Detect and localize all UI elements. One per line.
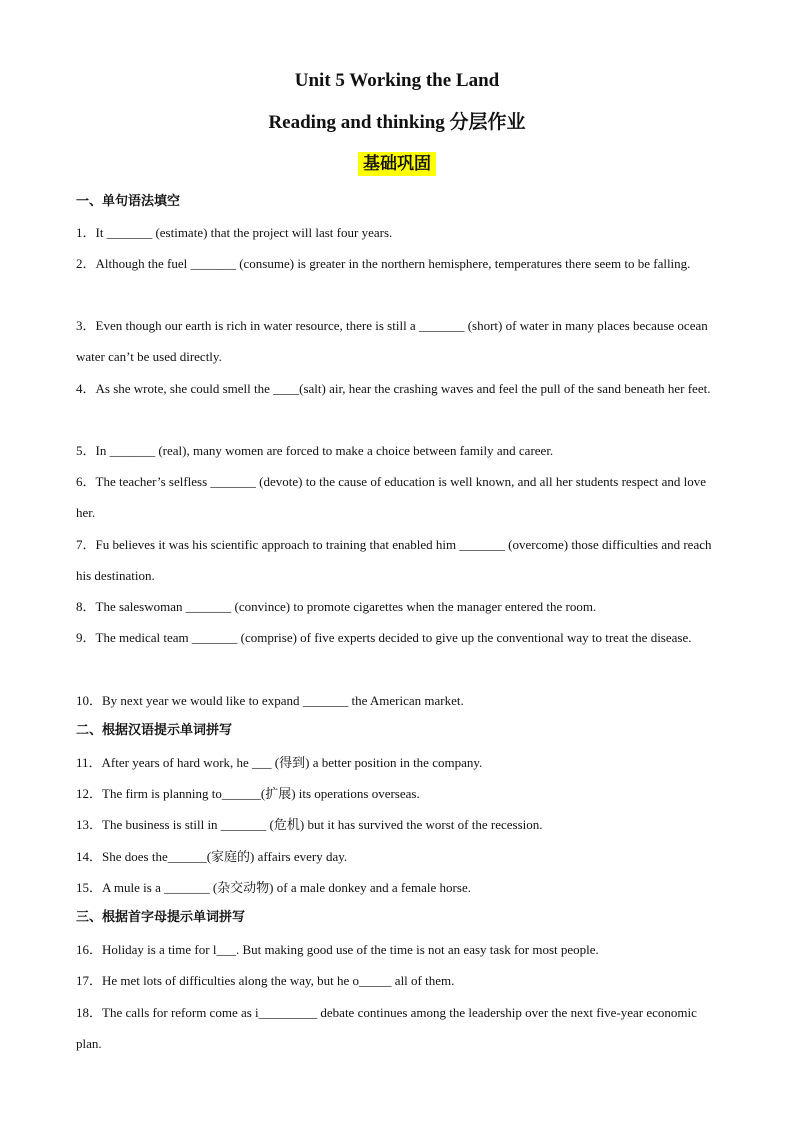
level-badge: 基础巩固 [358,152,436,176]
question-item: 3．Even though our earth is rich in water resource, there is still a _______ (short) of water in many places because ocean water can’t be used directly. [76,318,708,364]
question-item: 8．The saleswoman _______ (convince) to promote cigarettes when the manager entered the room. [76,599,597,614]
question-item: 1．It _______ (estimate) that the project will last four years. [76,225,393,240]
question-item: 17．He met lots of difficulties along the way, but he o_____ all of them. [76,973,455,988]
section-heading-initial-letter: 三、根据首字母提示单词拼写 [76,910,246,925]
question-item: 12．The firm is planning to______(扩展) its operations overseas. [76,786,420,801]
page-title: Unit 5 Working the Land [294,70,500,91]
question-item: 6．The teacher’s selfless _______ (devote) to the cause of education is well known, and all her students respect and love her. [76,474,707,520]
question-item: 5．In _______ (real), many women are forced to make a choice between family and career. [76,443,554,458]
question-item: 15．A mule is a _______ (杂交动物) of a male donkey and a female horse. [76,880,471,895]
question-item: 16．Holiday is a time for l___. But making good use of the time is not an easy task for most people. [76,942,599,957]
question-item: 14．She does the______(家庭的) affairs every day. [76,849,348,864]
section-heading-chinese-hint: 二、根据汉语提示单词拼写 [76,723,233,738]
question-item: 4．As she wrote, she could smell the ____(salt) air, hear the crashing waves and feel the pull of the sand beneath her feet. [76,381,711,396]
question-item: 9．The medical team _______ (comprise) of five experts decided to give up the conventional way to treat the disease. [76,630,692,645]
page-subtitle: Reading and thinking 分层作业 [268,112,526,133]
question-item: 13．The business is still in _______ (危机) but it has survived the worst of the recession. [76,817,543,832]
question-item: 2．Although the fuel _______ (consume) is greater in the northern hemisphere, temperatures there seem to be falling. [76,256,691,271]
question-item: 11．After years of hard work, he ___ (得到) a better position in the company. [76,755,483,770]
question-item: 10．By next year we would like to expand _______ the American market. [76,693,464,708]
section-heading-grammar: 一、单句语法填空 [76,194,181,209]
question-item: 7．Fu believes it was his scientific approach to training that enabled him _______ (overcome) those difficulties and reach his destination. [76,537,712,583]
question-item: 18．The calls for reform come as i_________ debate continues among the leadership over the next five-year economic plan. [76,1005,697,1051]
